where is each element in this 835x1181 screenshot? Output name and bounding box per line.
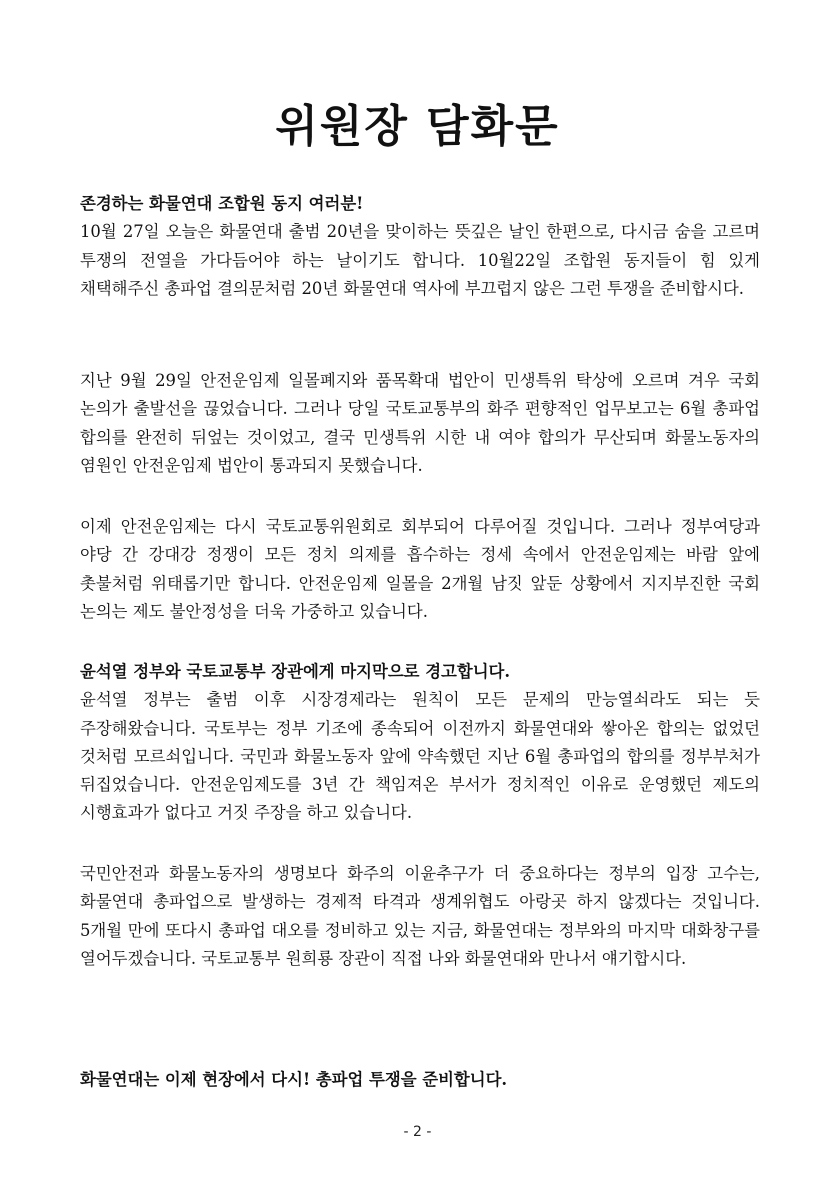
paragraph-5: 국민안전과 화물노동자의 생명보다 화주의 이윤추구가 더 중요하다는 정부의 입장 고수는, 화물연대 총파업으로 발생하는 경제적 타격과 생계위협도 아랑곳 하지 않겠다는 것입니다. 5개월 만에 또다시 총파업 대오를 정비하고 있는 지금, 화물연대는 정부와의 마지막 대화창구를 열어두겠습니다. 국토교통부 원희룡 장관이 직접 나와 화물연대와 만나서 얘기합시다.: [80, 864, 760, 968]
section-greeting: [80, 190, 760, 303]
closing-statement: 화물연대는 이제 현장에서 다시! 총파업 투쟁을 준비합니다.: [80, 1070, 508, 1089]
salutation-heading: 존경하는 화물연대 조합원 동지 여러분!: [80, 194, 364, 213]
section-warning: [80, 658, 760, 828]
warning-heading: 윤석열 정부와 국토교통부 장관에게 마지막으로 경고합니다.: [80, 662, 511, 681]
document-title: 위원장 담화문: [275, 101, 560, 152]
paragraph-3: 이제 안전운임제는 다시 국토교통위원회로 회부되어 다루어질 것입니다. 그러나 정부여당과 야당 간 강대강 정쟁이 모든 정치 의제를 흡수하는 정세 속에서 안전운임제는 바람 앞에 촛불처럼 위태롭기만 합니다. 안전운임제 일몰을 2개월 남짓 앞둔 상황에서 지지부진한 국회 논의는 제도 불안정성을 더욱 가중하고 있습니다.: [80, 517, 760, 621]
paragraph-2: 지난 9월 29일 안전운임제 일몰폐지와 품목확대 법안이 민생특위 탁상에 오르며 겨우 국회 논의가 출발선을 끊었습니다. 그러나 당일 국토교통부의 화주 편향적인 업무보고는 6월 총파업 합의를 완전히 뒤엎는 것이었고, 결국 민생특위 시한 내 여야 합의가 무산되며 화물노동자의 염원인 안전운임제 법안이 통과되지 못했습니다.: [80, 371, 760, 475]
paragraph-1: 10월 27일 오늘은 화물연대 출범 20년을 맞이하는 뜻깊은 날인 한편으로, 다시금 숨을 고르며 투쟁의 전열을 가다듬어야 하는 날이기도 합니다. 10월22일 조합원 동지들이 힘 있게 채택해주신 총파업 결의문처럼 20년 화물연대 역사에 부끄럽지 않은 그런 투쟁을 준비합시다.: [80, 222, 760, 298]
page-number: - 2 -: [403, 1124, 432, 1140]
paragraph-4: 윤석열 정부는 출범 이후 시장경제라는 원칙이 모든 문제의 만능열쇠라도 되는 듯 주장해왔습니다. 국토부는 정부 기조에 종속되어 이전까지 화물연대와 쌓아온 합의는 없었던 것처럼 모르쇠입니다. 국민과 화물노동자 앞에 약속했던 지난 6월 총파업의 합의를 정부부처가 뒤집었습니다. 안전운임제도를 3년 간 책임져온 부서가 정치적인 이유로 운영했던 제도의 시행효과가 없다고 거짓 주장을 하고 있습니다.: [80, 690, 760, 823]
